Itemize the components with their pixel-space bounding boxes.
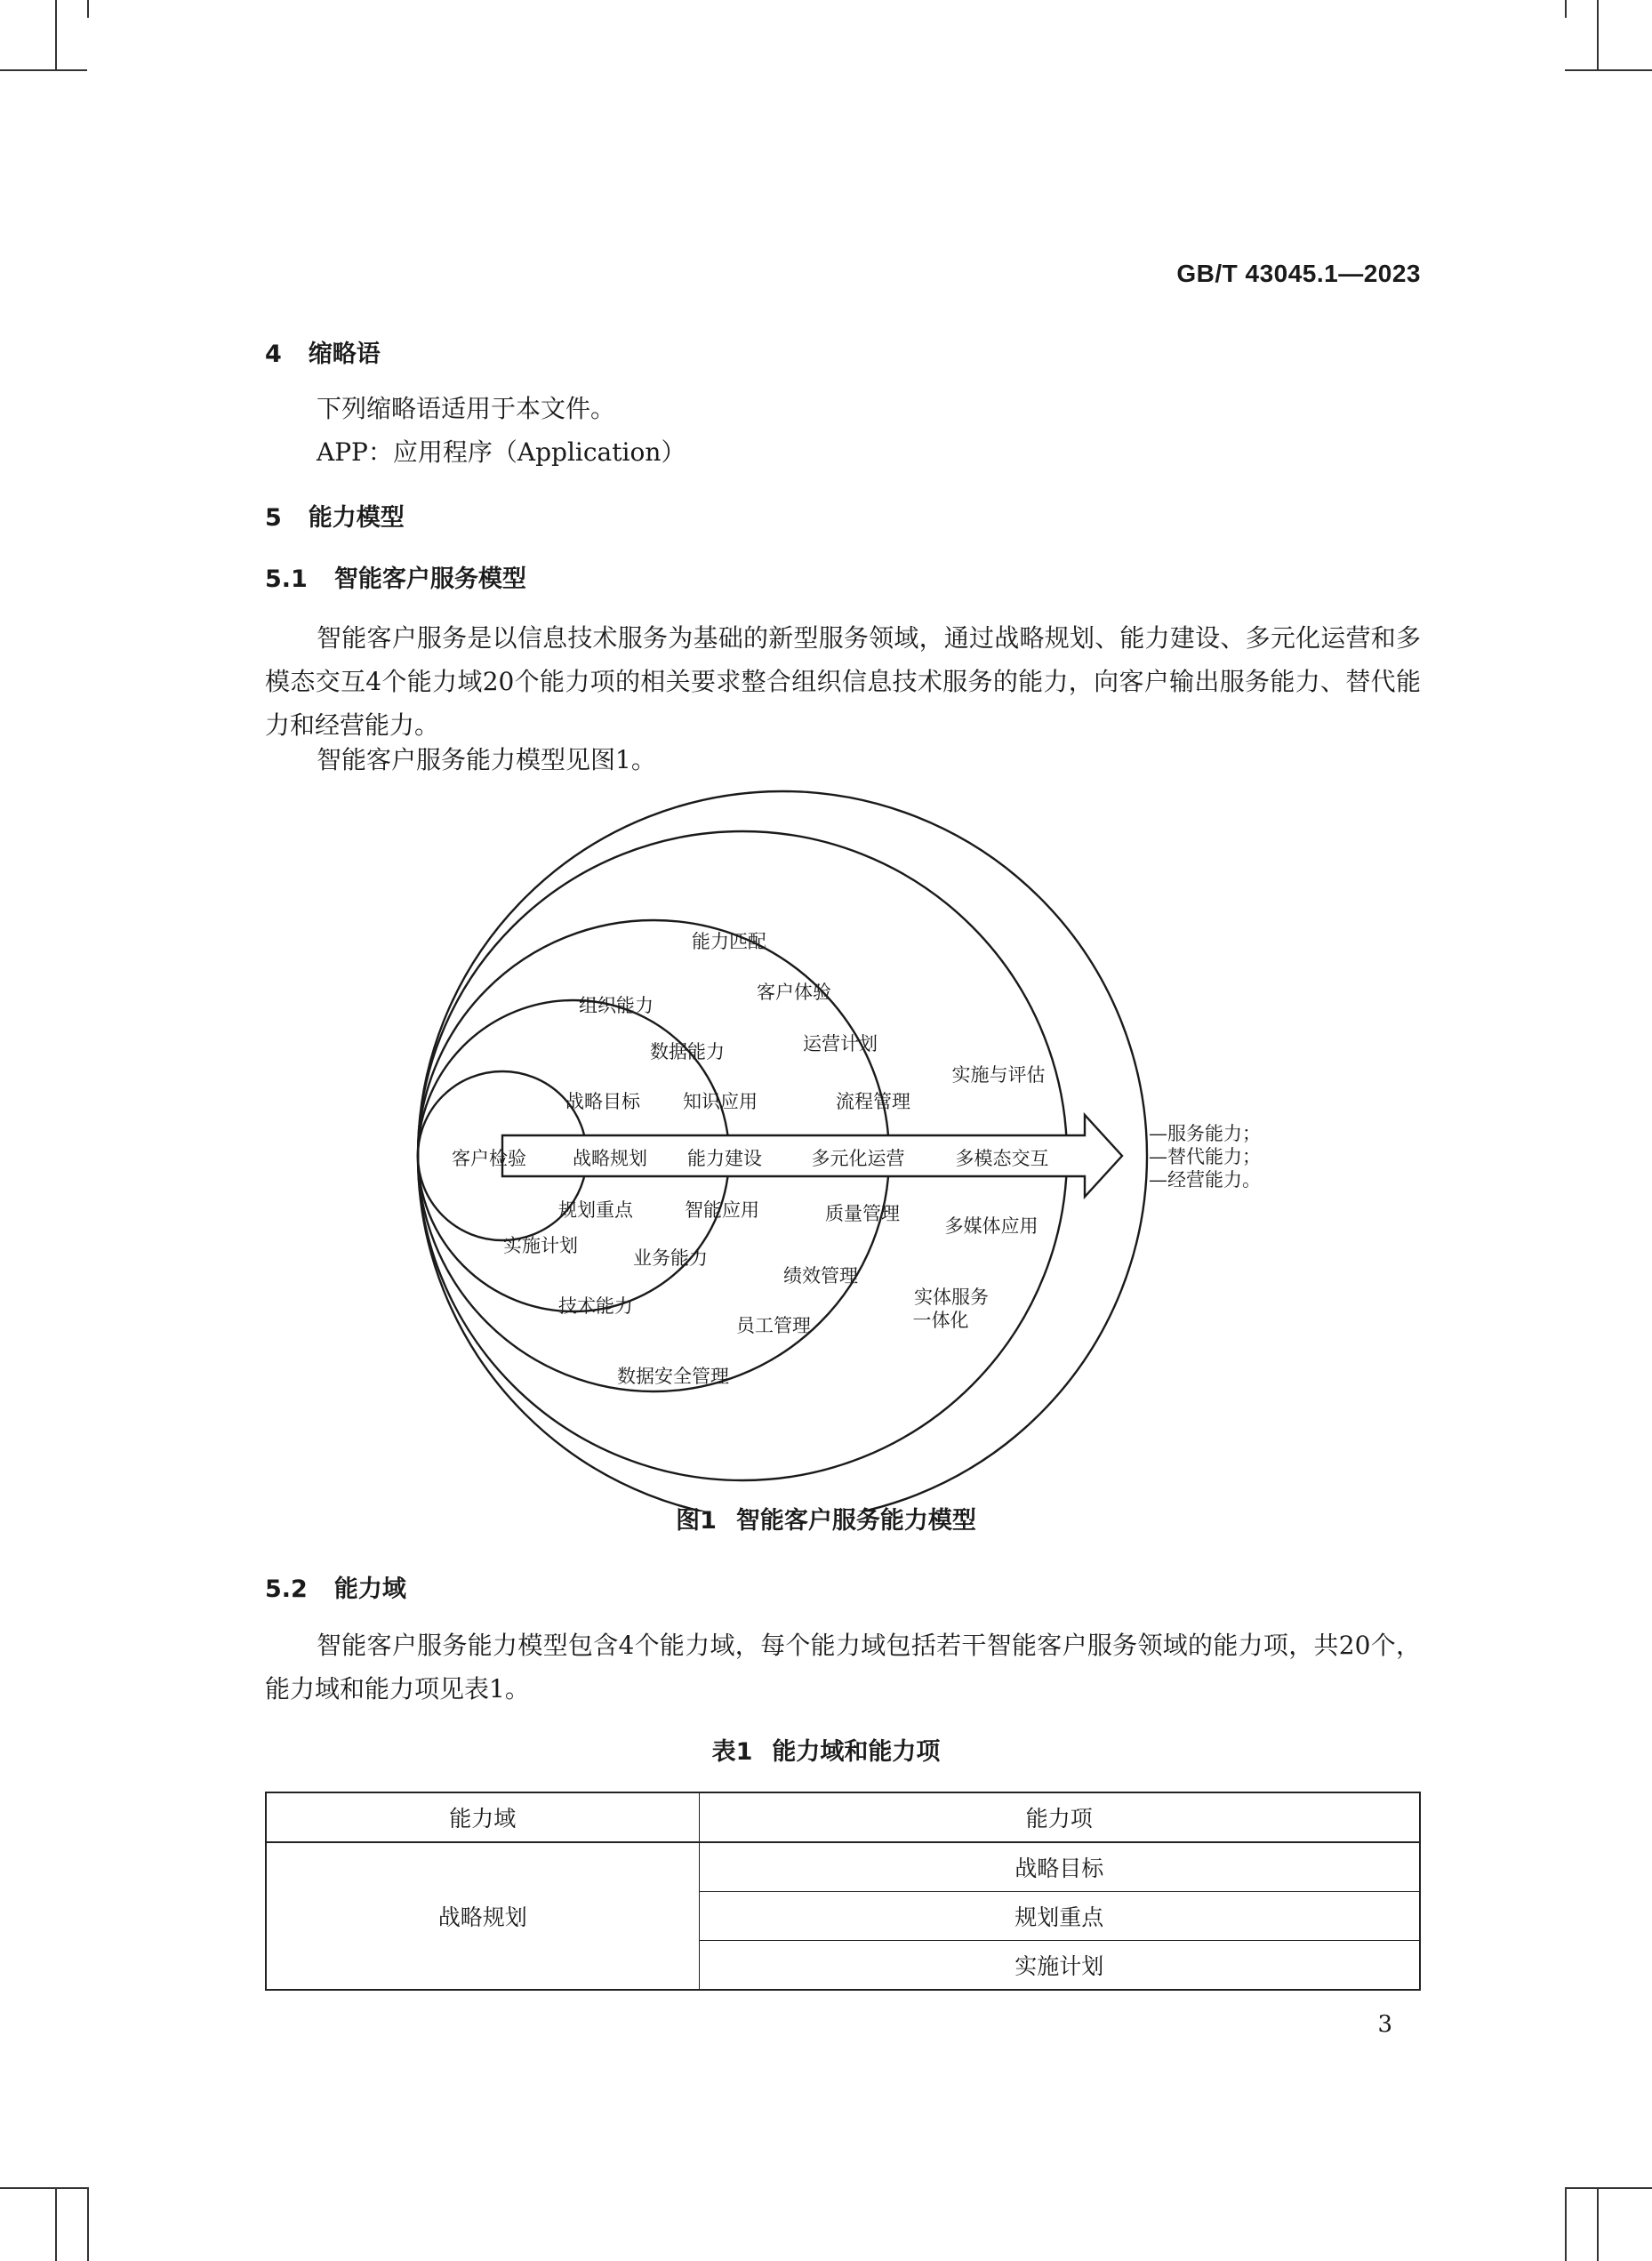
label-physical-service: 实体服务 bbox=[914, 1287, 989, 1308]
paragraph: 智能客户服务能力模型包含4个能力域，每个能力域包括若干智能客户服务领域的能力项，共20个，能力域和能力项见表1。 bbox=[265, 1631, 1421, 1704]
section-5-2-heading bbox=[265, 1569, 406, 1604]
label-customer-experience: 客户体验 bbox=[757, 982, 831, 1003]
table-header-cell: 能力域 bbox=[266, 1792, 699, 1842]
section-title: 缩略语 bbox=[308, 341, 381, 368]
table-title: 能力域和能力项 bbox=[772, 1738, 941, 1766]
label-organization-capability: 组织能力 bbox=[579, 995, 654, 1016]
crop-mark bbox=[87, 2187, 89, 2261]
section-title: 智能客户服务模型 bbox=[333, 565, 526, 593]
label-data-security-management: 数据安全管理 bbox=[617, 1366, 729, 1387]
section-number: 5.1 bbox=[265, 565, 308, 593]
label-staff-management: 员工管理 bbox=[736, 1315, 811, 1336]
table-header-cell: 能力项 bbox=[699, 1792, 1420, 1842]
label-intelligent-application: 智能应用 bbox=[685, 1199, 759, 1221]
document-code: GB/T 43045.1—2023 bbox=[1176, 260, 1421, 287]
label-planning-focus: 规划重点 bbox=[558, 1199, 633, 1221]
output-substitution-capability: —替代能力； bbox=[1149, 1146, 1261, 1167]
label-implementation-evaluation: 实施与评估 bbox=[951, 1064, 1046, 1086]
label-capability-matching: 能力匹配 bbox=[692, 931, 766, 952]
label-operation-plan: 运营计划 bbox=[803, 1033, 878, 1054]
paragraph: 下列缩略语适用于本文件。 bbox=[317, 394, 616, 423]
label-quality-management: 质量管理 bbox=[825, 1203, 900, 1224]
section-number: 4 bbox=[265, 341, 282, 368]
table-row bbox=[266, 1842, 1420, 1892]
label-data-capability: 数据能力 bbox=[650, 1041, 725, 1062]
page-number: 3 bbox=[1377, 2011, 1392, 2038]
label-multimodal-interaction: 多模态交互 bbox=[955, 1148, 1049, 1169]
label-integration: 一体化 bbox=[912, 1310, 969, 1331]
figure-number: 图1 bbox=[676, 1507, 717, 1535]
figure-caption bbox=[0, 1501, 1652, 1535]
label-process-management: 流程管理 bbox=[836, 1091, 910, 1112]
label-knowledge-application: 知识应用 bbox=[683, 1091, 758, 1112]
table-cell-item: 实施计划 bbox=[699, 1941, 1420, 1991]
output-operation-capability: —经营能力。 bbox=[1149, 1169, 1261, 1191]
crop-mark bbox=[1565, 2187, 1567, 2261]
capability-table bbox=[265, 1792, 1421, 1991]
table-cell-item: 规划重点 bbox=[699, 1892, 1420, 1941]
table-cell-item: 战略目标 bbox=[699, 1842, 1420, 1892]
label-diversified-operation: 多元化运营 bbox=[811, 1148, 905, 1169]
figure-title: 智能客户服务能力模型 bbox=[735, 1507, 976, 1535]
paragraph: 智能客户服务能力模型见图1。 bbox=[317, 745, 656, 774]
crop-mark bbox=[1565, 2187, 1652, 2189]
section-number: 5.2 bbox=[265, 1575, 308, 1603]
paragraph: 智能客户服务是以信息技术服务为基础的新型服务领域，通过战略规划、能力建设、多元化运营和多模态交互4个能力域20个能力项的相关要求整合组织信息技术服务的能力，向客户输出服务能力、替代能力和经营能力。 bbox=[265, 623, 1421, 740]
table-cell-domain: 战略规划 bbox=[266, 1842, 699, 1990]
label-technical-capability: 技术能力 bbox=[558, 1295, 633, 1317]
label-capability-building: 能力建设 bbox=[687, 1148, 762, 1169]
crop-mark bbox=[55, 2187, 57, 2261]
crop-mark bbox=[0, 2187, 87, 2189]
label-customer-inspection: 客户检验 bbox=[452, 1148, 526, 1169]
table-caption bbox=[0, 1732, 1652, 1767]
label-business-capability: 业务能力 bbox=[633, 1247, 708, 1269]
label-performance-management: 绩效管理 bbox=[783, 1265, 858, 1287]
section-number: 5 bbox=[265, 504, 282, 532]
paragraph: APP：应用程序（Application） bbox=[317, 437, 686, 467]
label-implementation-plan: 实施计划 bbox=[503, 1235, 578, 1256]
label-strategic-goal: 战略目标 bbox=[565, 1091, 640, 1112]
section-title: 能力域 bbox=[333, 1575, 406, 1603]
section-title: 能力模型 bbox=[308, 504, 405, 532]
label-strategic-planning: 战略规划 bbox=[573, 1148, 647, 1169]
table-header-row bbox=[266, 1792, 1420, 1842]
label-multimedia-application: 多媒体应用 bbox=[944, 1215, 1039, 1237]
table-number: 表1 bbox=[711, 1738, 753, 1766]
crop-mark bbox=[1597, 2187, 1599, 2261]
output-service-capability: —服务能力； bbox=[1149, 1123, 1261, 1144]
